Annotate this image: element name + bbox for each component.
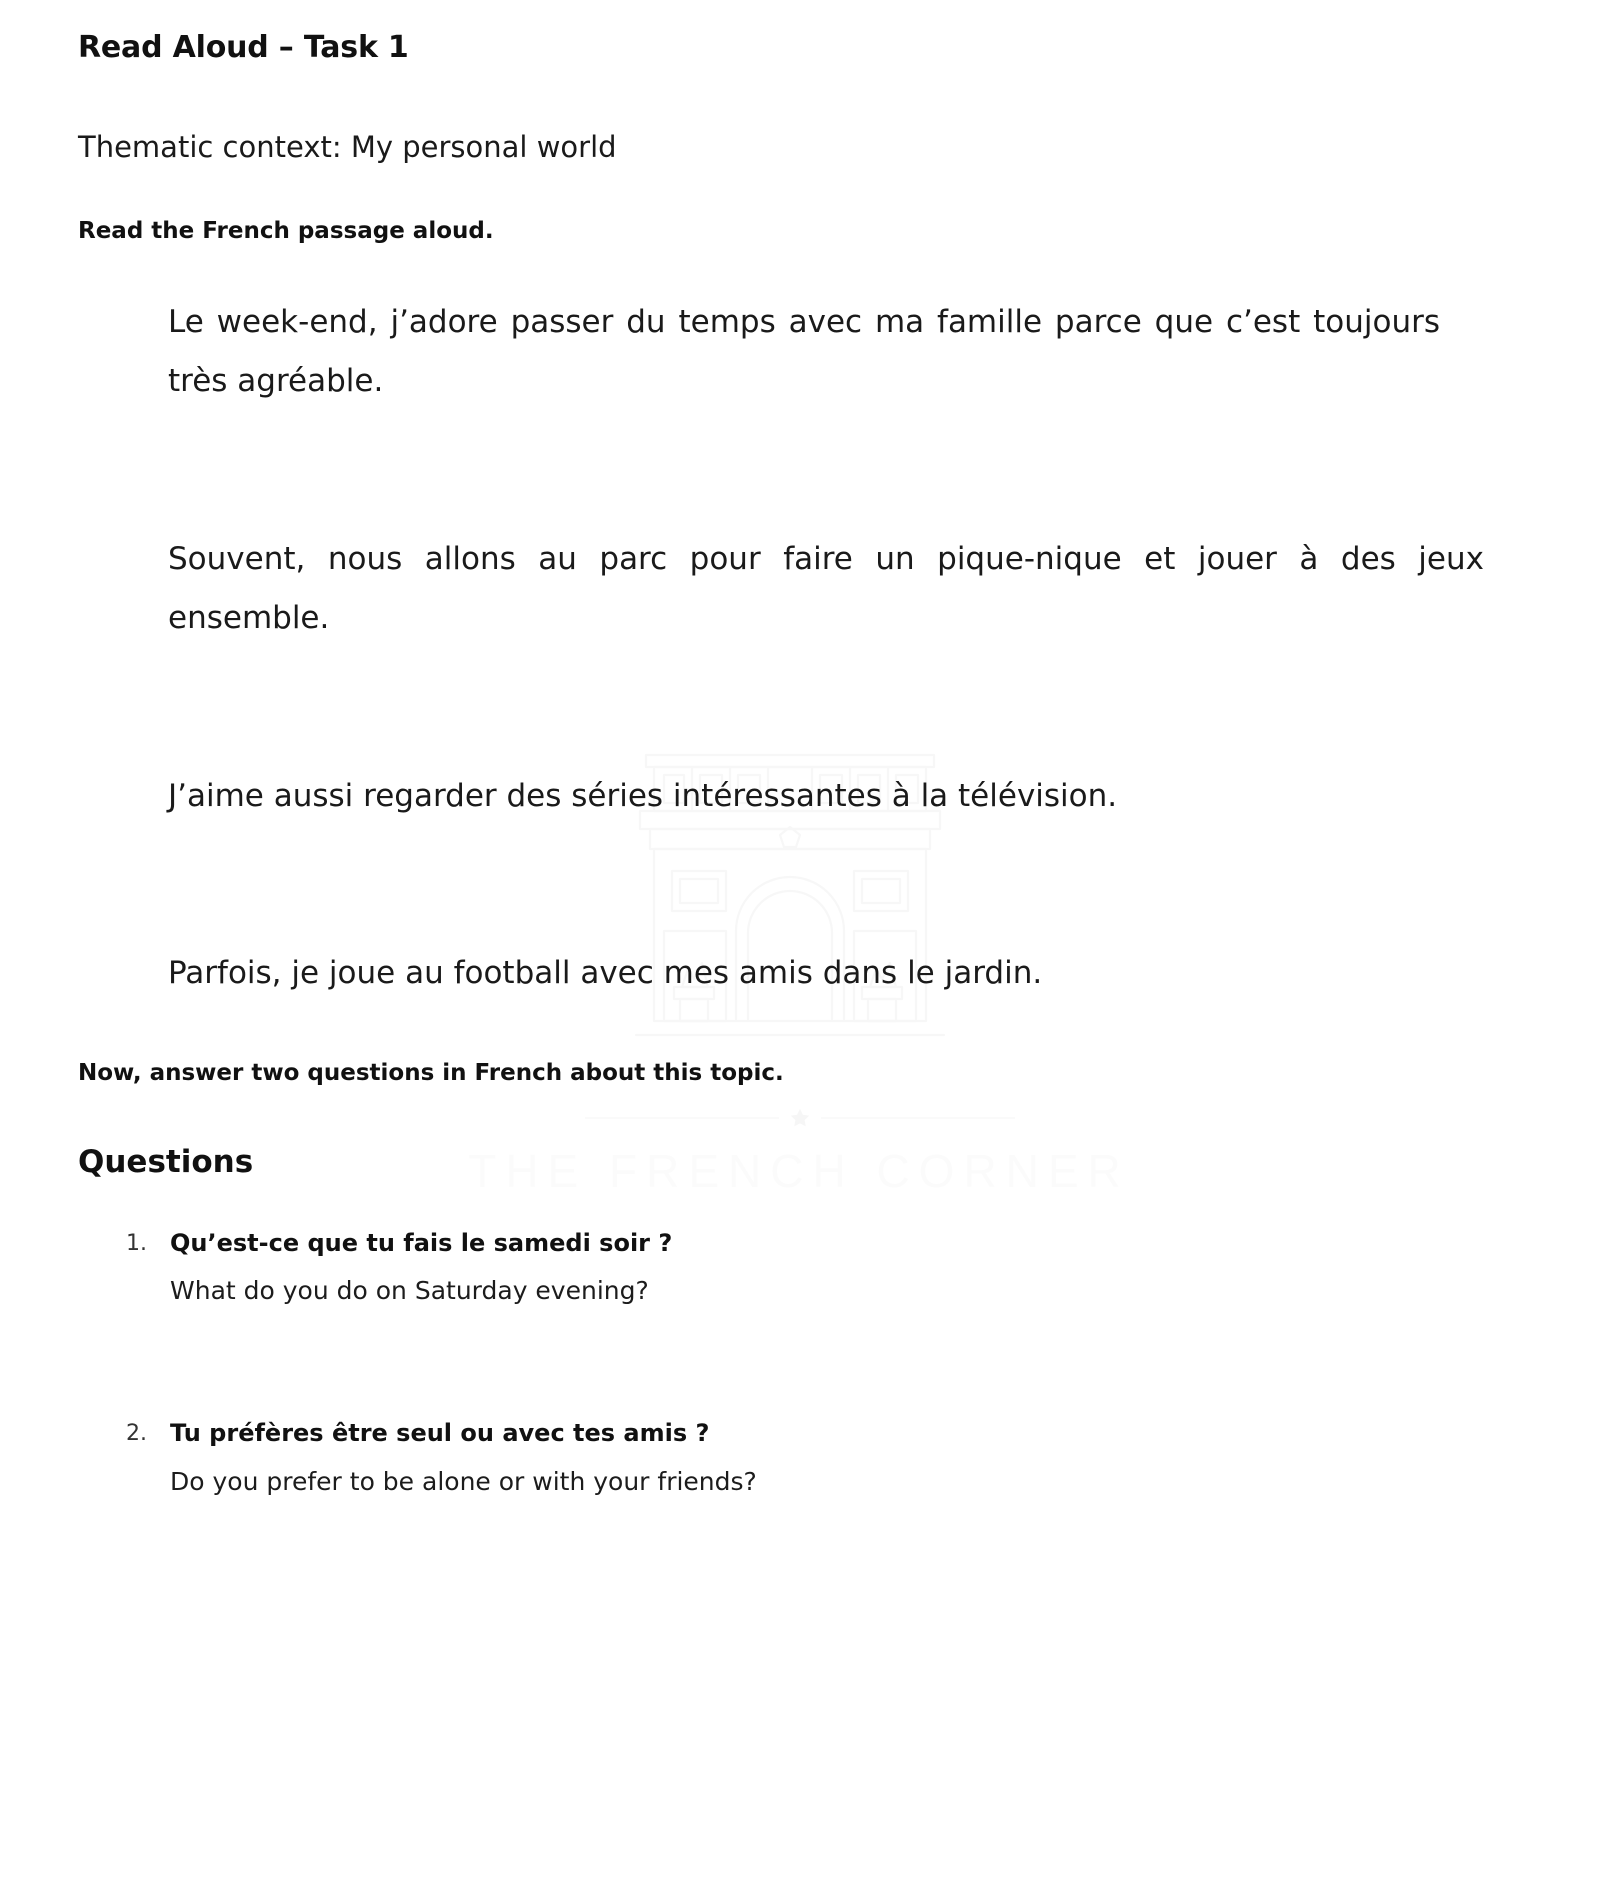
passage-block: [78, 247, 1520, 1004]
question-item-1: [78, 1227, 1520, 1310]
passage-spacer-1: [78, 412, 1520, 530]
page-title: Read Aloud – Task 1: [78, 30, 409, 65]
question-item-2: [78, 1417, 1520, 1500]
question-number: 1.: [126, 1230, 147, 1256]
thematic-context: Thematic context: My personal world: [78, 130, 617, 164]
watermark-brand-text: THE FRENCH CORNER: [468, 1145, 1130, 1197]
passage-sentence-2: Souvent, nous allons au parc pour faire un pique-nique et jouer à des jeux ensemble.: [168, 540, 1484, 637]
question-french: Tu préfères être seul ou avec tes amis ?: [170, 1419, 710, 1448]
passage-spacer-3: [78, 826, 1520, 944]
question-french: Qu’est-ce que tu fais le samedi soir ?: [170, 1228, 673, 1257]
question-english-translation: What do you do on Saturday evening?: [170, 1276, 649, 1306]
questions-heading: Questions: [78, 1143, 254, 1180]
question-english-translation: Do you prefer to be alone or with your friends?: [170, 1466, 757, 1496]
answer-instruction: Now, answer two questions in French about this topic.: [78, 1059, 784, 1086]
passage-sentence-4: Parfois, je joue au football avec mes amis dans le jardin.: [168, 955, 1043, 992]
read-aloud-instruction: Read the French passage aloud.: [78, 217, 494, 244]
question-number: 2.: [126, 1421, 147, 1447]
questions-list: [78, 1181, 1520, 1500]
passage-sentence-3: J’aime aussi regarder des séries intéressantes à la télévision.: [168, 777, 1118, 814]
passage-spacer-2: [78, 649, 1520, 767]
passage-sentence-1: Le week-end, j’adore passer du temps avec ma famille parce que c’est toujours très agréable.: [168, 303, 1440, 400]
